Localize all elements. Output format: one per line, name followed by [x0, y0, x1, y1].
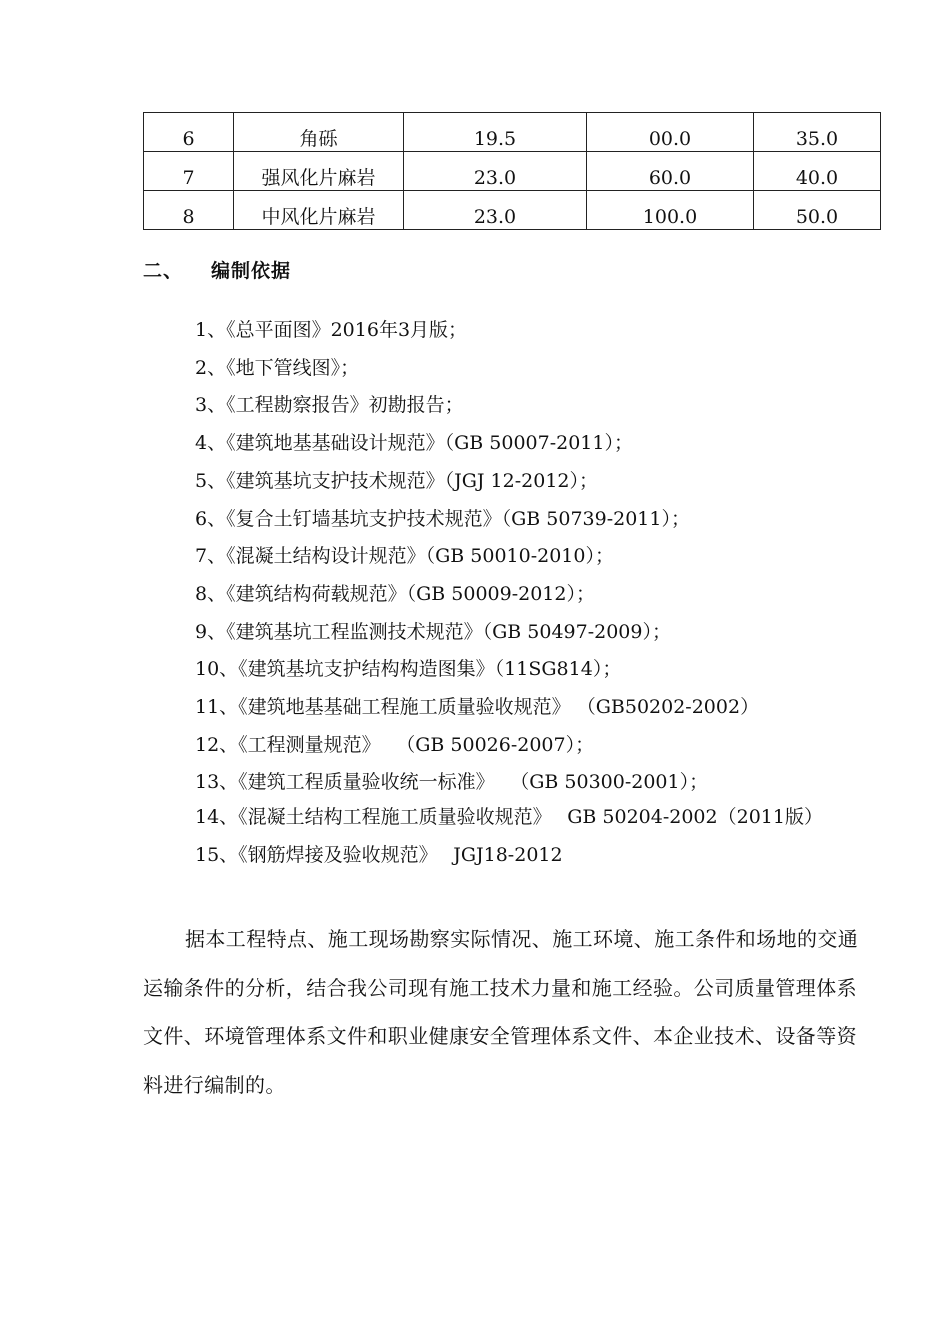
- table-row: [144, 113, 881, 152]
- list-item: 14、《混凝土结构工程施工质量验收规范》 GB 50204-2002（2011版）: [195, 806, 823, 829]
- table-cell: 23.0: [404, 191, 587, 230]
- list-item: 7、《混凝土结构设计规范》（GB 50010-2010）；: [195, 545, 614, 568]
- list-item: 3、《工程勘察报告》初勘报告；: [195, 394, 464, 417]
- table-cell: 8: [144, 191, 234, 230]
- list-item: 13、《建筑工程质量验收统一标准》 （GB 50300-2001）；: [195, 771, 709, 794]
- table-cell: 角砾: [234, 113, 404, 152]
- list-item: 2、《地下管线图》；: [195, 356, 360, 379]
- table-cell: 100.0: [587, 191, 754, 230]
- list-item: 4、《建筑地基基础设计规范》（GB 50007-2011）；: [195, 432, 633, 455]
- list-item: 6、《复合土钉墙基坑支护技术规范》（GB 50739-2011）；: [195, 507, 690, 530]
- list-item: 5、《建筑基坑支护技术规范》（JGJ 12-2012）；: [195, 469, 598, 492]
- section-number: 二、: [143, 260, 184, 282]
- table-cell: 40.0: [754, 152, 881, 191]
- table-cell: 6: [144, 113, 234, 152]
- table-cell: 60.0: [587, 152, 754, 191]
- reference-list: [143, 312, 873, 875]
- table-cell: 强风化片麻岩: [234, 152, 404, 191]
- body-paragraph: 据本工程特点、施工现场勘察实际情况、施工环境、施工条件和场地的交通运输条件的分析，结合我公司现有施工技术力量和施工经验。公司质量管理体系文件、环境管理体系文件和职业健康安全管理体系文件、本企业技术、设备等资料进行编制的。: [143, 927, 859, 1097]
- list-item: 12、《工程测量规范》 （GB 50026-2007）；: [195, 733, 595, 756]
- table-row: [144, 152, 881, 191]
- list-item: 1、《总平面图》2016年3月版；: [195, 319, 468, 341]
- table-cell: 中风化片麻岩: [234, 191, 404, 230]
- section-heading: [143, 256, 291, 283]
- list-item: 9、《建筑基坑工程监测技术规范》（GB 50497-2009）；: [195, 620, 671, 643]
- list-item: 8、《建筑结构荷载规范》（GB 50009-2012）；: [195, 582, 595, 605]
- table-cell: 7: [144, 152, 234, 191]
- soil-parameter-table: [143, 112, 881, 230]
- table-cell: 23.0: [404, 152, 587, 191]
- table-cell: 50.0: [754, 191, 881, 230]
- list-item: 15、《钢筋焊接及验收规范》 JGJ18-2012: [195, 844, 563, 867]
- list-item: 10、《建筑基坑支护结构构造图集》（11SG814）；: [195, 658, 622, 681]
- section-title: 编制依据: [211, 260, 292, 282]
- table-cell: 00.0: [587, 113, 754, 152]
- table-cell: 35.0: [754, 113, 881, 152]
- list-item: 11、《建筑地基基础工程施工质量验收规范》 （GB50202-2002）: [195, 696, 760, 719]
- table-row: [144, 191, 881, 230]
- table-cell: 19.5: [404, 113, 587, 152]
